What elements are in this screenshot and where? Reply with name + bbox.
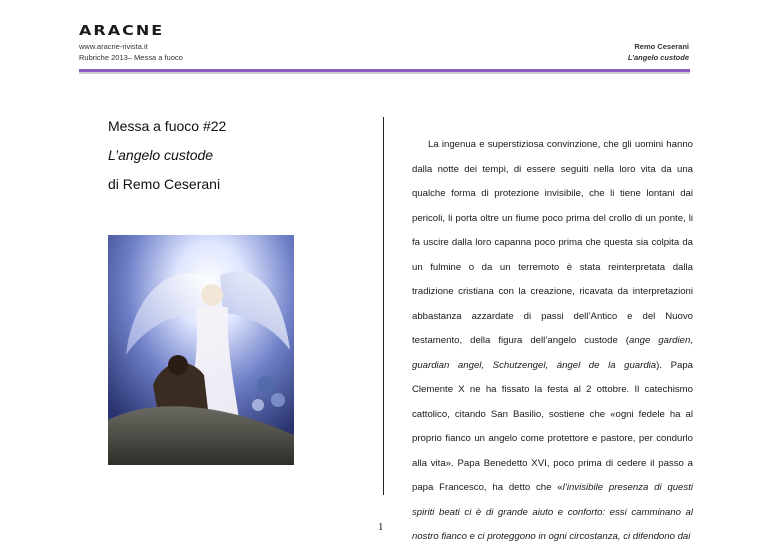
body-italic-run: l’invisibile presenza di questi spiriti beati ci è di grande aiuto e conforto: essi camminano al nostro fianco e ci proteggono in ogni circostanza, ci difendono dai	[412, 482, 693, 542]
article-title: L’angelo custode	[108, 147, 214, 163]
column-divider	[383, 117, 384, 495]
site-url[interactable]: www.aracne-rivista.it	[79, 42, 148, 51]
header-author: Remo Ceserani	[634, 42, 689, 51]
guardian-angel-illustration	[108, 235, 294, 465]
header-right	[628, 41, 689, 63]
article-body	[412, 133, 693, 550]
header-left	[79, 41, 183, 63]
body-italic-run: ange gardien, guardian angel, Schutzengel, ángel de la guardia	[412, 335, 693, 371]
rubric-label: Messa a fuoco #22	[108, 118, 227, 134]
byline: di Remo Ceserani	[108, 176, 221, 192]
body-text-run: La ingenua e superstiziosa convinzione, che gli uomini hanno dalla notte dei tempi, di essere seguiti nella loro vita da una qualche forma di protezione invisibile, che li tiene lontani dai pericoli, li porta oltre un fiume poco prima del crollo di un ponte, li fa uscire dalla loro capanna poco prima che questa sia colpita da un fulmine o da un terremoto è stata reinterpretata dalla tradizione cristiana con la creazione, ricavata da interpretazioni abbastanza azzardate di passi dell’Antico e del Nuovo testamento, della figura dell’angelo custode (	[412, 139, 693, 346]
header-rule-gray	[79, 72, 690, 74]
body-text-run: ). Papa Clemente X ne ha fissato la festa al 2 ottobre. Il catechismo cattolico, citando San Basilio, sostiene che «ogni fedele ha al proprio fianco un angelo come protettore e pastore, per condurlo alla vita». Papa Benedetto XVI, poco prima di cedere il passo a papa Francesco, ha detto che «	[412, 359, 694, 493]
paragraph	[412, 133, 693, 550]
section-label: Rubriche 2013– Messa a fuoco	[79, 53, 183, 62]
header-running-title: L’angelo custode	[627, 53, 689, 62]
page-number: 1	[378, 521, 384, 533]
illustration-graphic	[108, 235, 294, 465]
aracne-logo: ARACNE	[79, 22, 165, 39]
